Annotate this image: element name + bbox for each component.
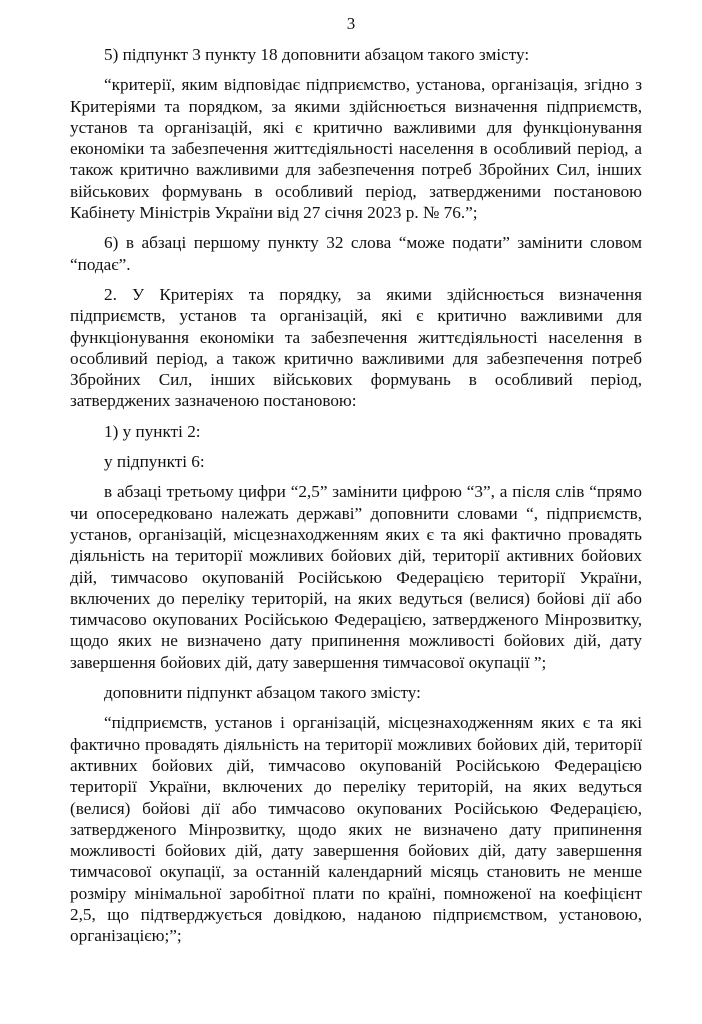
paragraph-amend-third-abzats: в абзаці третьому цифри “2,5” замінити цифрою “3”, а після слів “прямо чи опосередковано належать державі” доповнити словами “, підприємств, установ, організацій, місцезнаходженням яких є та які фактично провадять діяльність на території можливих бойових дій, території активних бойових дій, тимчасово окупованій Російською Федерацією території України, включених до переліку територій, на яких ведуться (велися) бойові дії або тимчасово окупованих Російською Федерацією, затвердженого Мінрозвитку, щодо яких не визначено дату припинення можливості бойових дій, дату завершення бойових дій, дату завершення тимчасової окупації ”; (70, 482, 642, 672)
paragraph-supplement-subpoint: доповнити підпункт абзацом такого змісту: (104, 683, 421, 703)
page-number: 3 (346, 14, 356, 33)
paragraph-item-6: 6) в абзаці першому пункту 32 слова “може подати” замінити словом “подає”. (70, 233, 642, 274)
paragraph-quoted-enterprises: “підприємств, установ і організацій, місцезнаходженням яких є та які фактично провадять діяльність на території можливих бойових дій, території активних бойових дій, тимчасово окупованій Російською Федерацією території України, включених до переліку територій, на яких ведуться (велися) бойові дії або тимчасово окупованих Російською Федерацією, затвердженого Мінрозвитку, щодо яких не визначено дату припинення можливості бойових дій, дату завершення бойових дій, дату завершення тимчасової окупації, за останній календарний місяць становить не менше розміру мінімальної заробітної плати по країні, помноженої на коефіцієнт 2,5, що підтверджується довідкою, наданою підприємством, установою, організацією;”; (70, 713, 642, 946)
paragraph-subpoint-6: у підпункті 6: (104, 452, 205, 472)
paragraph-quoted-criteria: “критерії, яким відповідає підприємство, установа, організація, згідно з Критеріями та порядком, за якими здійснюється визначення підприємств, установ та організацій, які є критично важливими для функціонування економіки та забезпечення життєдіяльності населення в особливий період, а також критично важливими для забезпечення потреб Збройних Сил, інших військових формувань в особливий період, затвердженими постановою Кабінету Міністрів України від 27 січня 2023 р. № 76.”; (70, 75, 642, 223)
document-body (70, 44, 642, 956)
paragraph-point-2: 1) у пункті 2: (104, 421, 201, 441)
paragraph-section-2: 2. У Критеріях та порядку, за якими здійснюється визначення підприємств, установ та організацій, які є критично важливими для функціонування економіки та забезпечення життєдіяльності населення в особливий період, а також критично важливими для забезпечення потреб Збройних Сил, інших військових формувань в особливий період, затверджених зазначеною постановою: (70, 284, 642, 411)
paragraph-item-5: 5) підпункт 3 пункту 18 доповнити абзацом такого змісту: (104, 45, 530, 64)
